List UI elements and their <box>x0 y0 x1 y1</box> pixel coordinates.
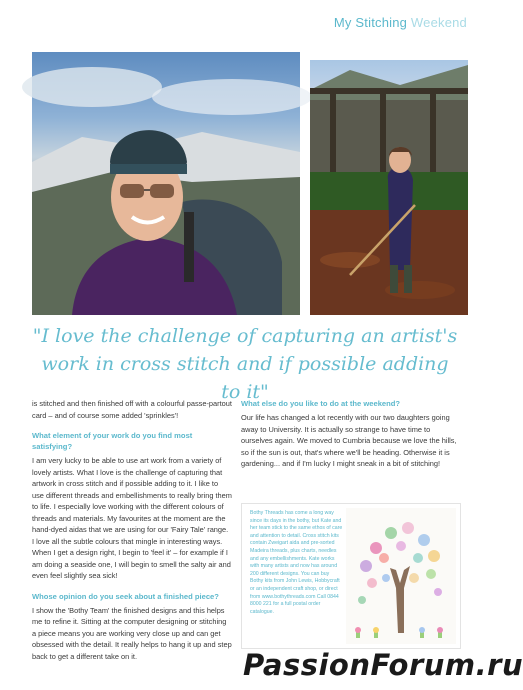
answer-paragraph: Our life has changed a lot recently with our two daughters going away to University. It is actually so strange to have time to ourselves again. We moved to Cumbria because we love the hills, so if the sun is out, that's where we'll be heading. Otherwise it is gardening... and if I'm lucky I might sneak in a bit of stitching! <box>241 413 457 468</box>
intro-paragraph: is stitched and then finished off with a colourful passe-partout card – and of course some added 'sprinkles'! <box>32 399 232 420</box>
bothy-threads-info-box <box>241 503 461 649</box>
answer-paragraph: I am very lucky to be able to use art work from a variety of lovely artists. What I love is the challenge of capturing that artwork in cross stitch and if possible adding to it. I like to use different threads and embellishments to really bring them to life. I especially love working with the different colours of threads and materials. My favourites at the moment are the hand-dyed aidas that we are using for our 'Fairy Tale' range. I love all the subtle colours that mingle in interesting ways. When I get a design right, I begin to 'feel it' – for example if I am doing a seaside one, I will begin to smell the salty air and even feel slightly sea sick! <box>32 456 232 580</box>
site-watermark: PassionForum.ru <box>243 648 523 682</box>
section-header <box>334 15 467 30</box>
article-column-right <box>241 398 461 479</box>
cross-stitch-tree-image <box>346 508 456 644</box>
portrait-photo-mountain <box>32 52 300 315</box>
gardening-photo <box>310 60 468 315</box>
article-column-left <box>32 398 232 671</box>
answer-paragraph: I show the 'Bothy Team' the finished designs and this helps me to refine it. Sitting at the computer designing or stitching a piece means you are working very close up and can get obsessed with the detail. It really helps to hang it up and step back to get a different take on it. <box>32 605 232 661</box>
question-heading: Whose opinion do you seek about a finished piece? <box>32 591 219 601</box>
question-heading: What else do you like to do at the weekend? <box>241 399 401 408</box>
header-subtitle: Weekend <box>410 15 467 30</box>
header-title: My Stitching <box>333 15 408 30</box>
question-heading: What element of your work do you find most satisfying? <box>32 431 193 451</box>
pull-quote: "I love the challenge of capturing an artist's work in cross stitch and if possible adding to it" <box>32 325 458 403</box>
info-box-text: Bothy Threads has come a long way since its days in the bothy, but Kate and her team stick to the same ethos of care and attention to detail. Cross stitch kits contain Zweigart aida and pre-sorted Madeira threads, plus charts, needles and any embellishments. Kate works with many artists and now has around 200 different designs. You can buy Bothy kits from John Lewis, Hobbycraft or an independent craft shop, or direct from www.bothythreads.com Call 0844 8000 221 for a full postal order catalogue. <box>250 510 343 615</box>
